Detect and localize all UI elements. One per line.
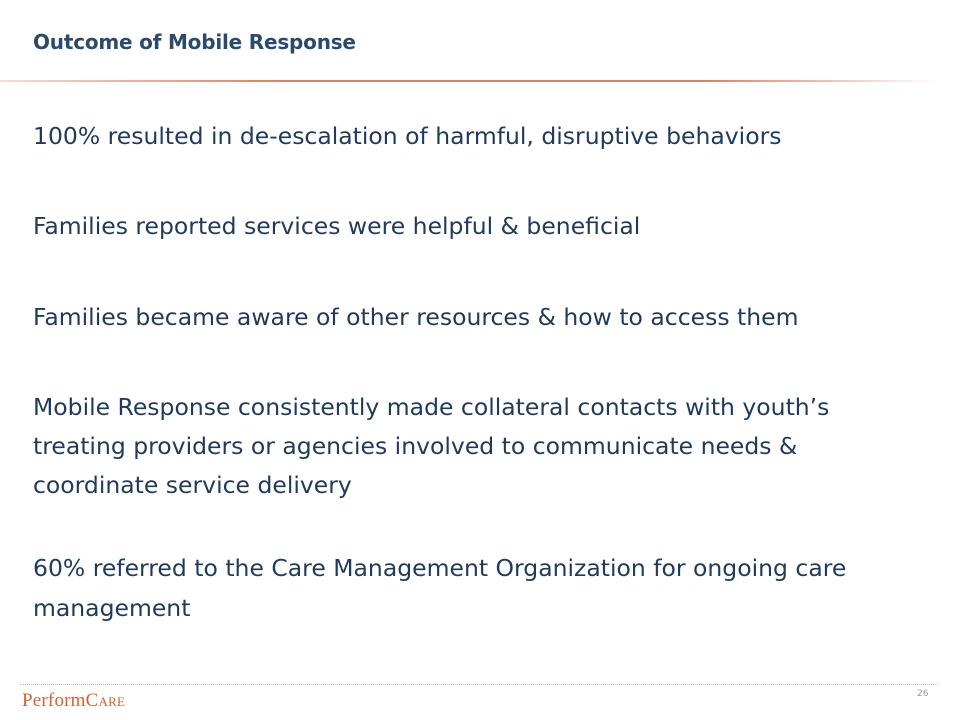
bullet-item [33,388,829,505]
slide-title: Outcome of Mobile Response [33,30,356,54]
bullet-line: 60% referred to the Care Management Organization for ongoing care [33,554,847,582]
title-divider [0,80,940,82]
bullet-line: coordinate service delivery [33,471,352,499]
bullet-item [33,548,846,628]
bullet-line: Mobile Response consistently made collateral contacts with youth’s [33,393,830,421]
logo-text-care: Care [85,690,126,711]
bullet-item: 100% resulted in de-escalation of harmful, disruptive behaviors [33,122,782,150]
bullet-line: management [33,594,191,622]
page-number: 26 [917,689,929,699]
bullet-item: Families became aware of other resources & how to access them [33,303,799,331]
logo-text-perform: Perform [22,690,86,711]
performcare-logo [22,690,125,712]
footer-divider [20,684,938,685]
bullet-item: Families reported services were helpful & beneficial [33,212,641,240]
bullet-line: treating providers or agencies involved to communicate needs & [33,432,798,460]
